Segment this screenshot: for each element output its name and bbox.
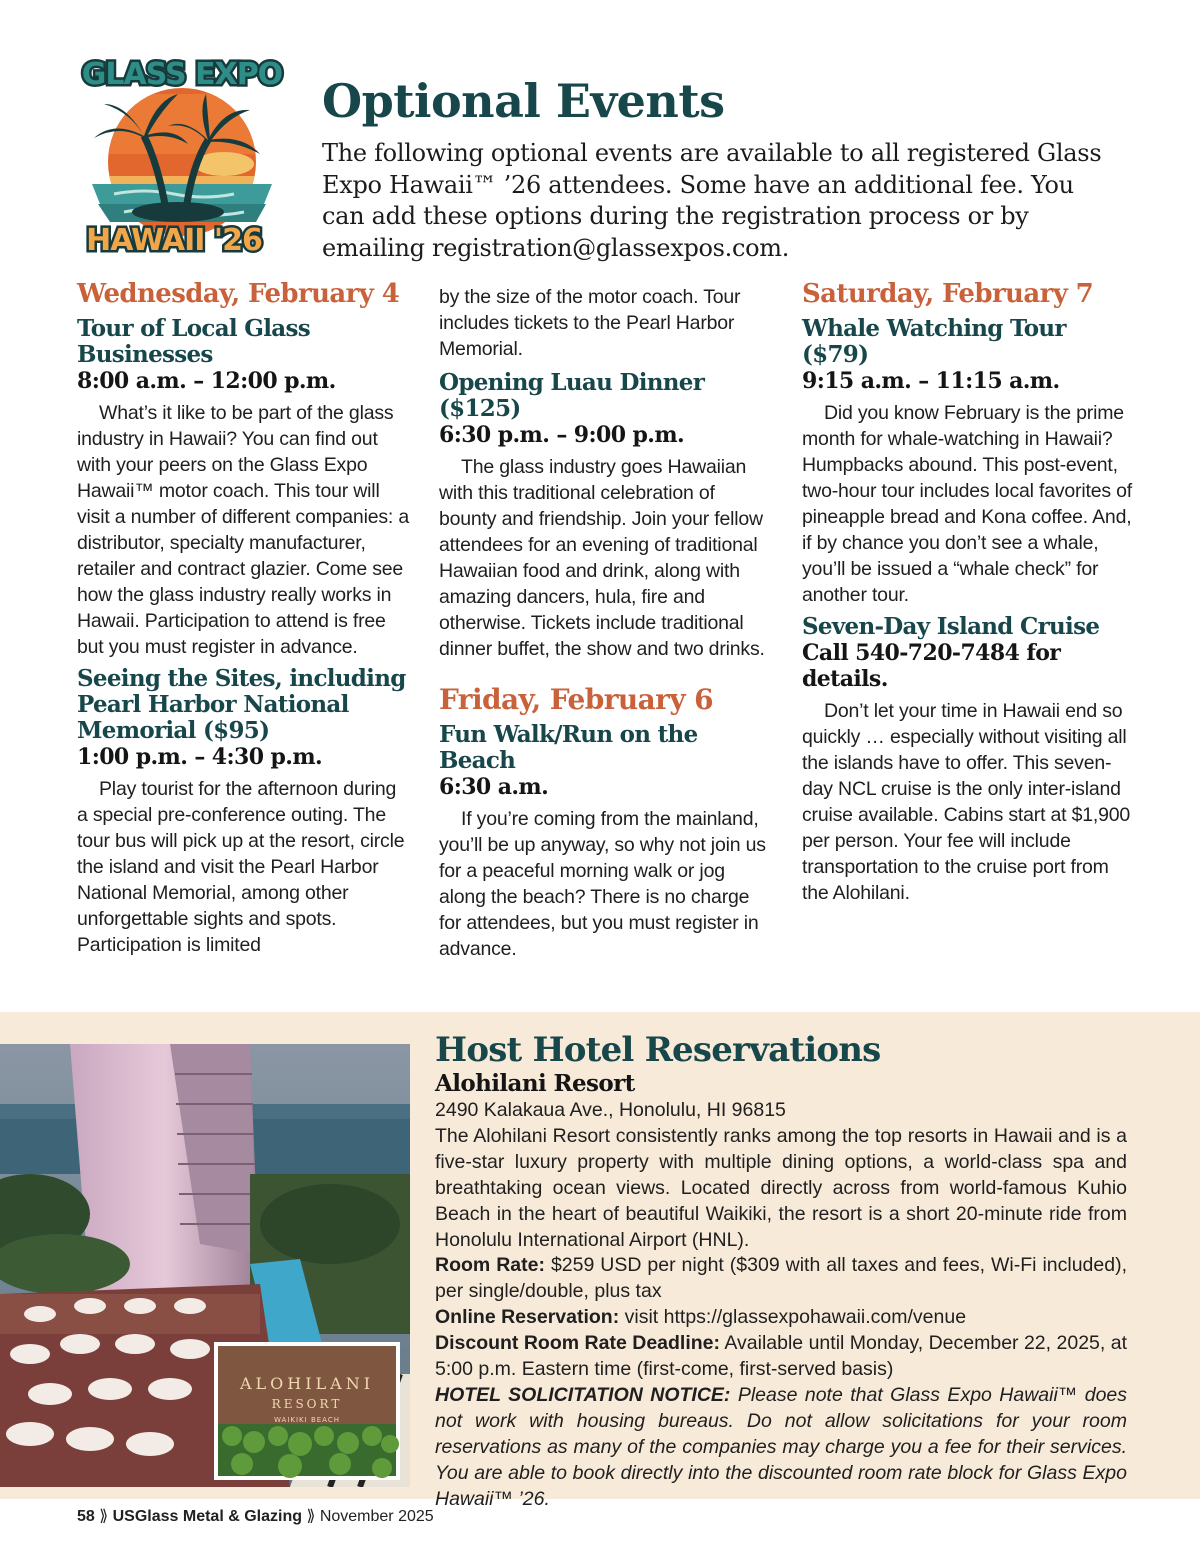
event-time-fun-walk-run: 6:30 a.m.: [439, 774, 549, 800]
footer-separator-2: ⟫: [306, 1508, 316, 1525]
event-time-local-glass-tour: 8:00 a.m. – 12:00 p.m.: [77, 368, 336, 394]
event-body-opening-luau: The glass industry goes Hawaiian with this traditional celebration of bounty and friendship. Join your fellow attendees for an evening of traditional Hawaiian food and drink, along with amazing dancers, hula, fire and otherwise. Tickets include traditional dinner buffet, the show and two drinks.: [439, 456, 765, 660]
day-heading-wednesday: Wednesday, February 4: [77, 279, 400, 309]
hotel-section-title: Host Hotel Reservations: [435, 1030, 881, 1070]
glass-expo-hawaii-logo: [74, 54, 290, 260]
day-heading-friday: Friday, February 6: [439, 683, 714, 716]
sign-line-1: ALOHILANI: [239, 1374, 375, 1393]
hotel-name: Alohilani Resort: [435, 1070, 635, 1097]
event-time-whale-watching: 9:15 a.m. – 11:15 a.m.: [802, 368, 1060, 394]
notice-label: HOTEL SOLICITATION NOTICE:: [435, 1383, 731, 1406]
page-number: 58: [77, 1508, 95, 1525]
hotel-photo: [0, 1044, 410, 1487]
page-title: Optional Events: [322, 74, 725, 128]
day-heading-saturday: Saturday, February 7: [802, 279, 1094, 309]
event-body-local-glass-tour: What’s it like to be part of the glass industry in Hawaii? You can find out with your peers on the Glass Expo Hawaii™ motor coach. This tour will visit a number of different companies: a distributor, specialty manufacturer, retailer and contract glazier. Come see how the glass industry really works in Hawaii. Participation to attend is free but you must register in advance.: [77, 402, 409, 658]
event-contact-island-cruise: Call 540-720-7484 for details.: [802, 640, 1061, 692]
event-time-opening-luau: 6:30 p.m. – 9:00 p.m.: [439, 422, 685, 448]
logo-bottom-text: HAWAII '26: [86, 223, 262, 258]
online-reservation-link[interactable]: visit https://glassexpohawaii.com/venue: [624, 1306, 967, 1329]
event-body-seeing-the-sites-continued: by the size of the motor coach. Tour includes tickets to the Pearl Harbor Memorial.: [439, 286, 741, 360]
notice-value: Please note that Glass Expo Hawaii™ does not work with housing bureaus. Do not allow solicitations for your room reservations as many of the companies may charge you a fee for their services. You are able to book directly into the discounted room rate block for Glass Expo Hawaii™ ’26.: [435, 1383, 1128, 1510]
hotel-solicitation-notice: [435, 1383, 1127, 1513]
issue-date: November 2025: [319, 1508, 434, 1525]
sign-line-3: WAIKIKI BEACH: [274, 1416, 340, 1424]
sign-line-2: RESORT: [271, 1397, 343, 1411]
event-body-island-cruise: Don’t let your time in Hawaii end so quickly … especially without visiting all the islands have to offer. This seven-day NCL cruise is the only inter-island cruise available. Cabins start at $1,900 per person. Your fee will include transportation to the cruise port from the Alohilani.: [802, 700, 1131, 904]
event-body-whale-watching: Did you know February is the prime month for whale-watching in Hawaii? Humpbacks abound. This post-event, two-hour tour includes local favorites of pineapple bread and Kona coffee. And, if by chance you don’t see a whale, you’ll be issued a “whale check” for another tour.: [802, 402, 1132, 606]
hotel-reservations: [435, 1030, 1127, 1513]
hotel-room-rate: [435, 1253, 1127, 1305]
footer-separator-1: ⟫: [99, 1508, 109, 1525]
event-title-fun-walk-run: Fun Walk/Run on the Beach: [439, 721, 698, 774]
event-title-whale-watching: Whale Watching Tour ($79): [802, 315, 1066, 368]
event-title-opening-luau: Opening Luau Dinner ($125): [439, 369, 705, 422]
events-column-1: [77, 278, 409, 958]
hotel-deadline: [435, 1331, 1127, 1383]
event-title-seeing-the-sites: Seeing the Sites, including Pearl Harbor National Memorial ($95): [77, 665, 406, 744]
event-body-fun-walk-run: If you’re coming from the mainland, you’ll be up anyway, so why not join us for a peaceful morning walk or jog along the beach? There is no charge for attendees, but you must register in advance.: [439, 808, 766, 960]
event-body-seeing-the-sites: Play tourist for the afternoon during a special pre-conference outing. The tour bus will pick up at the resort, circle the island and visit the Pearl Harbor National Memorial, among other unforgettable sights and spots. Participation is limited: [77, 778, 405, 956]
deadline-label: Discount Room Rate Deadline:: [435, 1332, 721, 1355]
events-column-2: [439, 284, 773, 962]
deadline-value: Available until Monday, December 22, 2025, at 5:00 p.m. Eastern time (first-come, first-served basis): [435, 1332, 1127, 1381]
events-column-3: [802, 278, 1132, 906]
publication-name: USGlass Metal & Glazing: [112, 1508, 302, 1525]
event-title-local-glass-tour: Tour of Local Glass Businesses: [77, 315, 310, 368]
event-title-island-cruise: Seven-Day Island Cruise: [802, 613, 1100, 640]
hotel-description: The Alohilani Resort consistently ranks among the top resorts in Hawaii and is a five-star luxury property with multiple dining options, a world-class spa and breathtaking ocean views. Located directly across from world-famous Kuhio Beach in the heart of beautiful Waikiki, the resort is a short 20-minute ride from Honolulu International Airport (HNL).: [435, 1124, 1127, 1251]
hotel-address: 2490 Kalakaua Ave., Honolulu, HI 96815: [435, 1099, 786, 1121]
room-rate-label: Room Rate:: [435, 1254, 545, 1277]
hotel-online-reservation: [435, 1305, 1127, 1331]
room-rate-value: $259 USD per night ($309 with all taxes and fees, Wi-Fi included), per single/double, plus tax: [435, 1254, 1128, 1303]
logo-top-text: GLASS EXPO: [81, 57, 283, 92]
event-time-seeing-the-sites: 1:00 p.m. – 4:30 p.m.: [77, 744, 323, 770]
page-footer: [77, 1506, 434, 1526]
intro-paragraph: The following optional events are available to all registered Glass Expo Hawaii™ ’26 attendees. Some have an additional fee. You can add these options during the registration process or by emailing registration@glassexpos.com.: [322, 139, 1102, 262]
online-reservation-label: Online Reservation:: [435, 1306, 620, 1329]
palm-trees-sunset-logo-icon: [74, 54, 290, 260]
